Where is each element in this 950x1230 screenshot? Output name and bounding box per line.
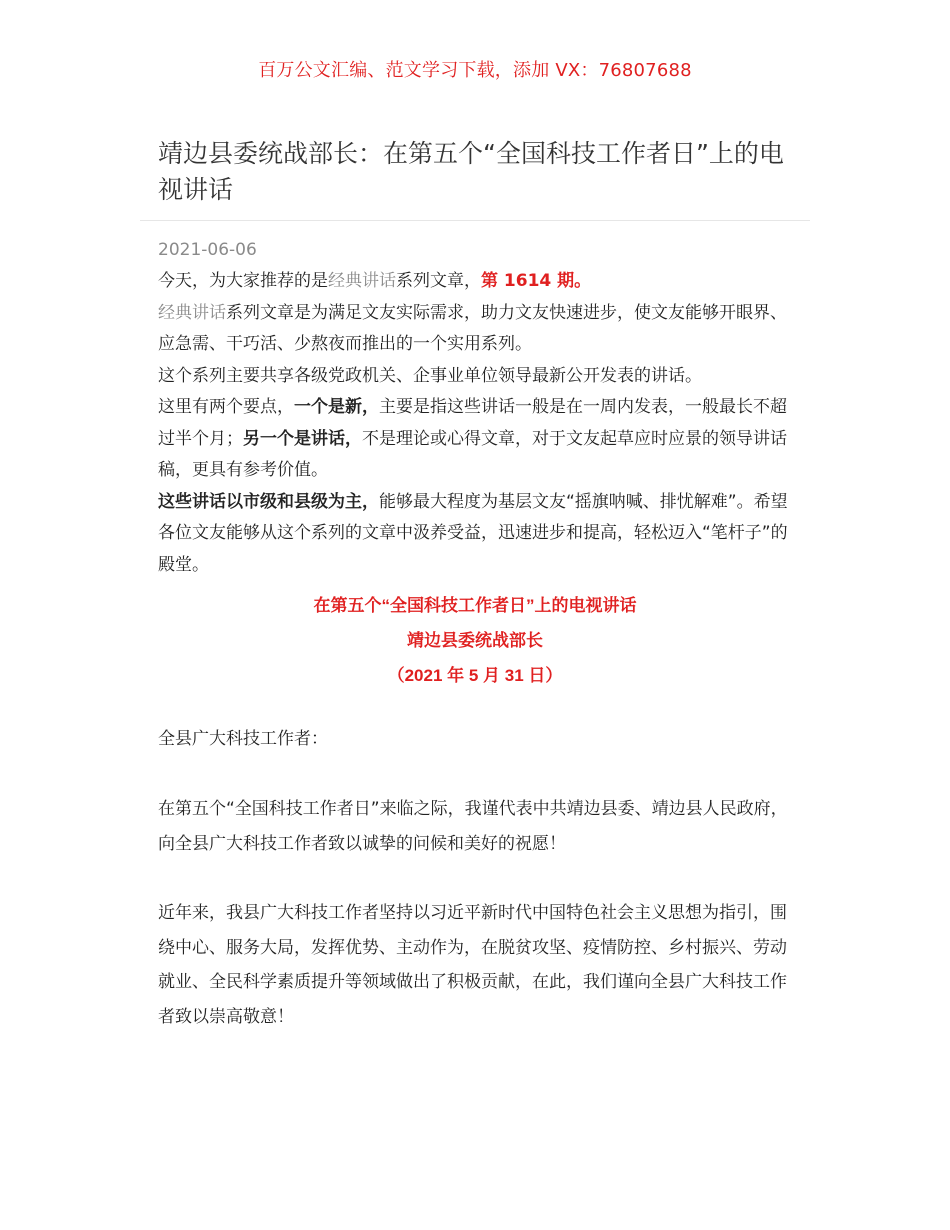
series-name: 经典讲话 — [158, 302, 226, 323]
series-name: 经典讲话 — [328, 271, 396, 291]
speech-salutation: 全县广大科技工作者： — [158, 729, 328, 749]
intro-text: 今天，为大家推荐的是 — [158, 271, 328, 291]
intro-text: 系列文章， — [396, 271, 481, 291]
speech-date: （2021 年 5 月 31 日） — [387, 666, 563, 685]
intro-text: 系列文章是为满足文友实际需求，助力文友快速进步，使文友能够开眼界、应急需、干巧活、少熬夜而推出的一个实用系列。 — [158, 302, 787, 354]
promo-banner: 百万公文汇编、范文学习下载，添加 VX：76807688 — [258, 60, 692, 81]
intro-text: 能够最大程度为基层文友“摇旗呐喊、排忧解难”。希望各位文友能够从这个系列的文章中汲养受益，迅速进步和提高，轻松迈入“笔杆子”的殿堂。 — [158, 491, 788, 575]
publish-date: 2021-06-06 — [158, 240, 257, 260]
intro-paragraph-2 — [158, 298, 798, 361]
intro-text: 不是理论或心得文章，对于文友起草应时应景的领导讲话稿，更具有参考价值。 — [158, 428, 787, 480]
key-point: 这些讲话以市级和县级为主， — [158, 491, 379, 512]
article-title: 靖边县委统战部长：在第五个“全国科技工作者日”上的电视讲话 — [158, 139, 784, 204]
speech-paragraph-1: 在第五个“全国科技工作者日”来临之际，我谨代表中共靖边县委、靖边县人民政府，向全县广大科技工作者致以诚挚的问候和美好的祝愿！ — [158, 799, 788, 854]
issue-number: 第 1614 期。 — [481, 271, 592, 291]
title-divider — [140, 220, 810, 221]
speech-paragraph-2: 近年来，我县广大科技工作者坚持以习近平新时代中国特色社会主义思想为指引，围绕中心、服务大局，发挥优势、主动作为，在脱贫攻坚、疫情防控、乡村振兴、劳动就业、全民科学素质提升等领域做出了积极贡献，在此，我们谨向全县广大科技工作者致以崇高敬意！ — [158, 903, 787, 1027]
intro-paragraph-4 — [158, 392, 798, 487]
key-point: 另一个是讲话， — [243, 428, 362, 449]
intro-paragraph-3: 这个系列主要共享各级党政机关、企事业单位领导最新公开发表的讲话。 — [158, 365, 702, 386]
intro-text: 主要是指这些讲话一般是在一周内发表，一般最长不超过半个月； — [158, 397, 787, 449]
speech-speaker: 靖边县委统战部长 — [407, 631, 543, 650]
intro-paragraph-1 — [158, 266, 798, 298]
speech-title: 在第五个“全国科技工作者日”上的电视讲话 — [313, 596, 637, 615]
intro-text: 这里有两个要点， — [158, 397, 294, 417]
intro-paragraph-5 — [158, 487, 798, 582]
speech-header — [140, 588, 810, 693]
key-point: 一个是新， — [294, 397, 379, 417]
intro-section — [158, 266, 798, 581]
